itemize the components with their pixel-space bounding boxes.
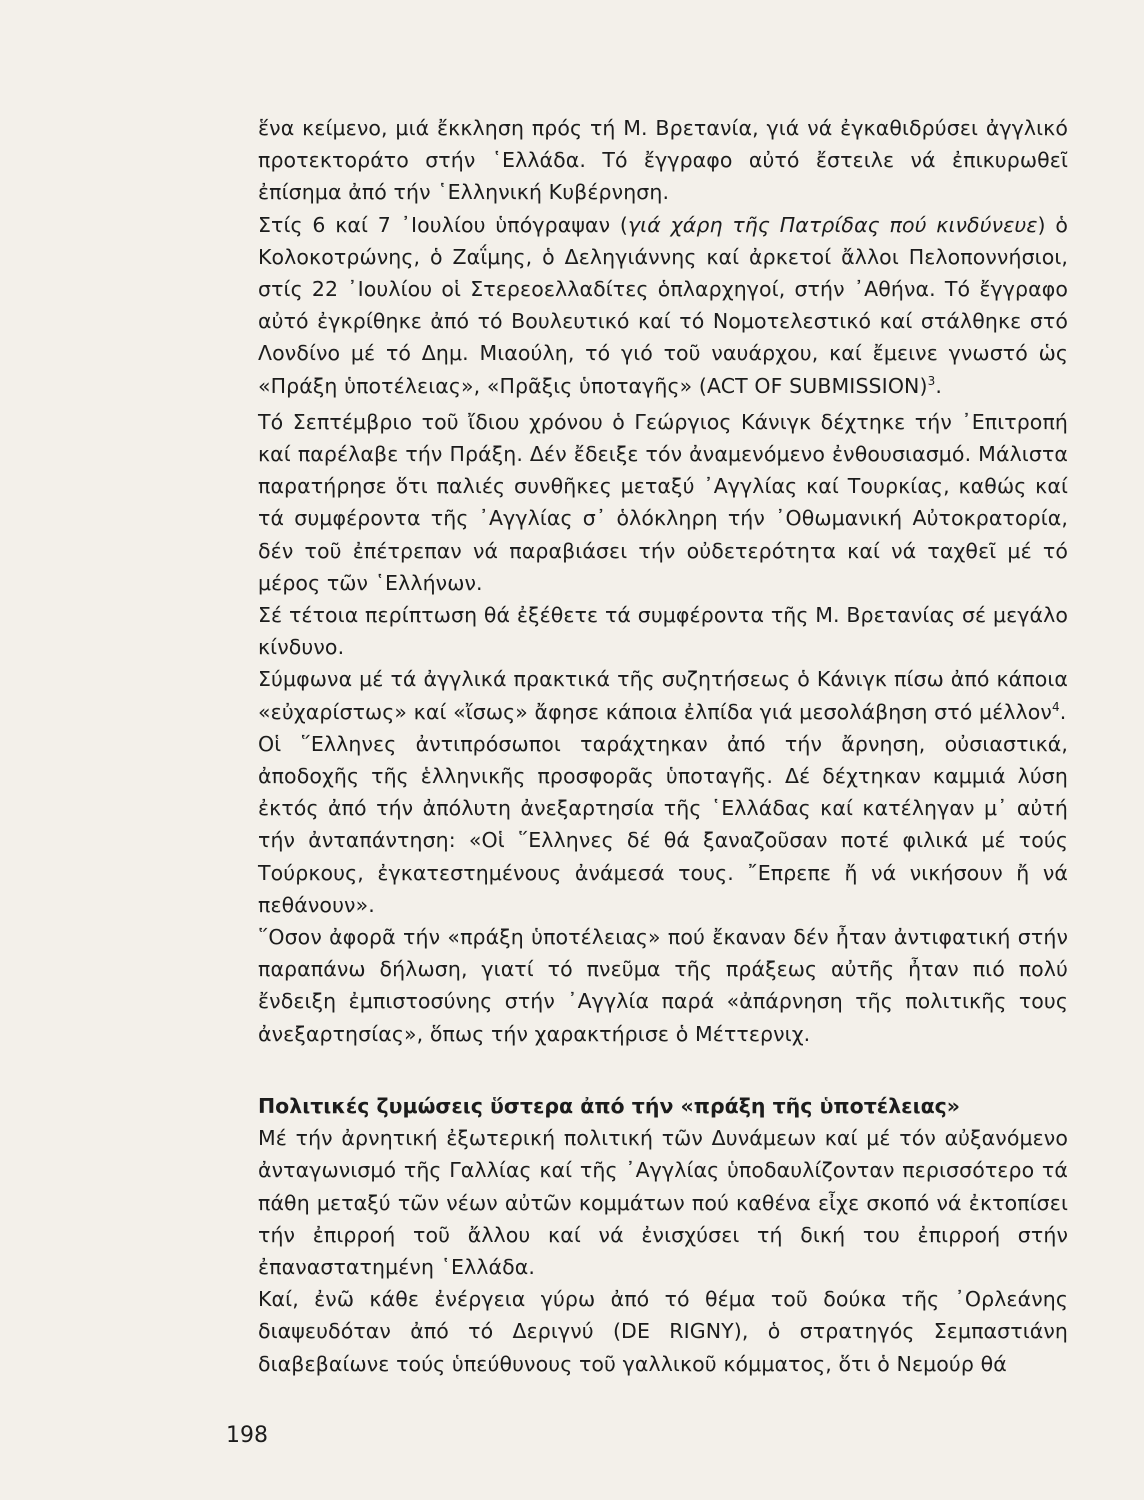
body-text: [258, 112, 1068, 1380]
paragraph-text: Στίς 6 καί 7 ᾿Ιουλίου ὑπόγραψαν (: [258, 212, 628, 237]
paragraph: [258, 209, 1068, 402]
paragraph-text: Σύμφωνα μέ τά ἀγγλικά πρακτικά τῆς συζητήσεως ὁ Κάνιγκ πίσω ἀπό κάποια «εὐχαρίστως» καί «ἴσως» ἄφησε κάποια ἐλπίδα γιά μεσολάβηση στό μέλλον: [258, 667, 1068, 724]
paragraph: Μέ τήν ἀρνητική ἐξωτερική πολιτική τῶν Δυνάμεων καί μέ τόν αὐξανόμενο ἀνταγωνισμό τῆς Γαλλίας καί τῆς ᾿Αγγλίας ὑποδαυλίζονταν περισσότερο τά πάθη μεταξύ τῶν νέων αὐτῶν κομμάτων πού καθένα εἶχε σκοπό νά ἐκτοπίσει τήν ἐπιρροή τοῦ ἄλλου καί νά ἐνισχύσει τή δική του ἐπιρροή στήν ἐπαναστατημένη ῾Ελλάδα.: [258, 1126, 1068, 1279]
footnote-ref: 3: [927, 373, 936, 388]
paragraph: Σέ τέτοια περίπτωση θά ἐξέθετε τά συμφέροντα τῆς Μ. Βρετανίας σέ μεγάλο κίνδυνο.: [258, 603, 1068, 660]
paragraph-text: .: [935, 373, 942, 398]
paragraph: Οἱ ῞Ελληνες ἀντιπρόσωποι ταράχτηκαν ἀπό τήν ἄρνηση, οὐσιαστικά, ἀποδοχῆς τῆς ἑλληνικῆς προσφορᾶς ὑποταγῆς. Δέ δέχτηκαν καμμιά λύση ἐκτός ἀπό τήν ἀπόλυτη ἀνεξαρτησία τῆς ῾Ελλάδας καί κατέληγαν μ᾿ αὐτή τήν ἀνταπάντηση: «Οἱ ῞Ελληνες δέ θά ξαναζοῦσαν ποτέ φιλικά μέ τούς Τούρκους, ἐγκατεστημένους ἀνάμεσά τους. ῎Επρεπε ἤ νά νικήσουν ἤ νά πεθάνουν».: [258, 731, 1068, 917]
paragraph: Τό Σεπτέμβριο τοῦ ἴδιου χρόνου ὁ Γεώργιος Κάνιγκ δέχτηκε τήν ᾿Επιτροπή καί παρέλαβε τήν Πράξη. Δέν ἔδειξε τόν ἀναμενόμενο ἐνθουσιασμό. Μάλιστα παρατήρησε ὅτι παλιές συνθῆκες μεταξύ ᾿Αγγλίας καί Τουρκίας, καθώς καί τά συμφέροντα τῆς ᾿Αγγλίας σ᾿ ὁλόκληρη τήν ᾿Οθωμανική Αὐτοκρατορία, δέν τοῦ ἐπέτρεπαν νά παραβιάσει τήν οὐδετερότητα καί νά ταχθεῖ μέ τό μέρος τῶν ῾Ελλήνων.: [258, 409, 1068, 595]
paragraph-text: ) ὁ Κολοκοτρώνης, ὁ Ζαΐμης, ὁ Δεληγιάννης καί ἀρκετοί ἄλλοι Πελοποννήσιοι, στίς 22 ᾿Ιουλίου οἱ Στερεοελλαδίτες ὁπλαρχηγοί, στήν ᾿Αθήνα. Τό ἔγγραφο αὐτό ἐγκρίθηκε ἀπό τό Βουλευτικό καί τό Νομοτελεστικό καί στάλθηκε στό Λονδίνο μέ τό Δημ. Μιαούλη, τό γιό τοῦ ναυάρχου, καί ἔμεινε γνωστό ὡς «Πράξη ὑποτέλειας», «Πρᾶξις ὑποταγῆς» (ACT OF SUBMISSION): [258, 212, 1069, 398]
italic-phrase: γιά χάρη τῆς Πατρίδας πού κινδύνευε: [627, 212, 1038, 237]
footnote-ref: 4: [1051, 699, 1060, 714]
section-heading: Πολιτικές ζυμώσεις ὕστερα ἀπό τήν «πράξη τῆς ὑποτέλειας»: [258, 1093, 961, 1118]
paragraph: ἕνα κείμενο, μιά ἔκκληση πρός τή Μ. Βρετανία, γιά νά ἐγκαθιδρύσει ἀγγλικό προτεκτοράτο στήν ῾Ελλάδα. Τό ἔγγραφο αὐτό ἔστειλε νά ἐπικυρωθεῖ ἐπίσημα ἀπό τήν ῾Ελληνική Κυβέρνηση.: [258, 116, 1068, 205]
paragraph: Καί, ἐνῶ κάθε ἐνέργεια γύρω ἀπό τό θέμα τοῦ δούκα τῆς ᾿Ορλεάνης διαψευδόταν ἀπό τό Δεριγνύ (DE RIGNY), ὁ στρατηγός Σεμπαστιάνη διαβεβαίωνε τούς ὑπεύθυνους τοῦ γαλλικοῦ κόμματος, ὅτι ὁ Νεμούρ θά: [258, 1287, 1068, 1376]
paragraph-text: .: [1059, 699, 1067, 724]
paragraph: [258, 663, 1068, 727]
page-number: 198: [226, 1423, 268, 1448]
paragraph: ῞Οσον ἀφορᾶ τήν «πράξη ὑποτέλειας» πού ἔκαναν δέν ἦταν ἀντιφατική στήν παραπάνω δήλωση, γιατί τό πνεῦμα τῆς πράξεως αὐτῆς ἦταν πιό πολύ ἔνδειξη ἐμπιστοσύνης στήν ᾿Αγγλία παρά «ἀπάρνηση τῆς πολιτικῆς τους ἀνεξαρτησίας», ὅπως τήν χαρακτήρισε ὁ Μέττερνιχ.: [258, 925, 1068, 1046]
